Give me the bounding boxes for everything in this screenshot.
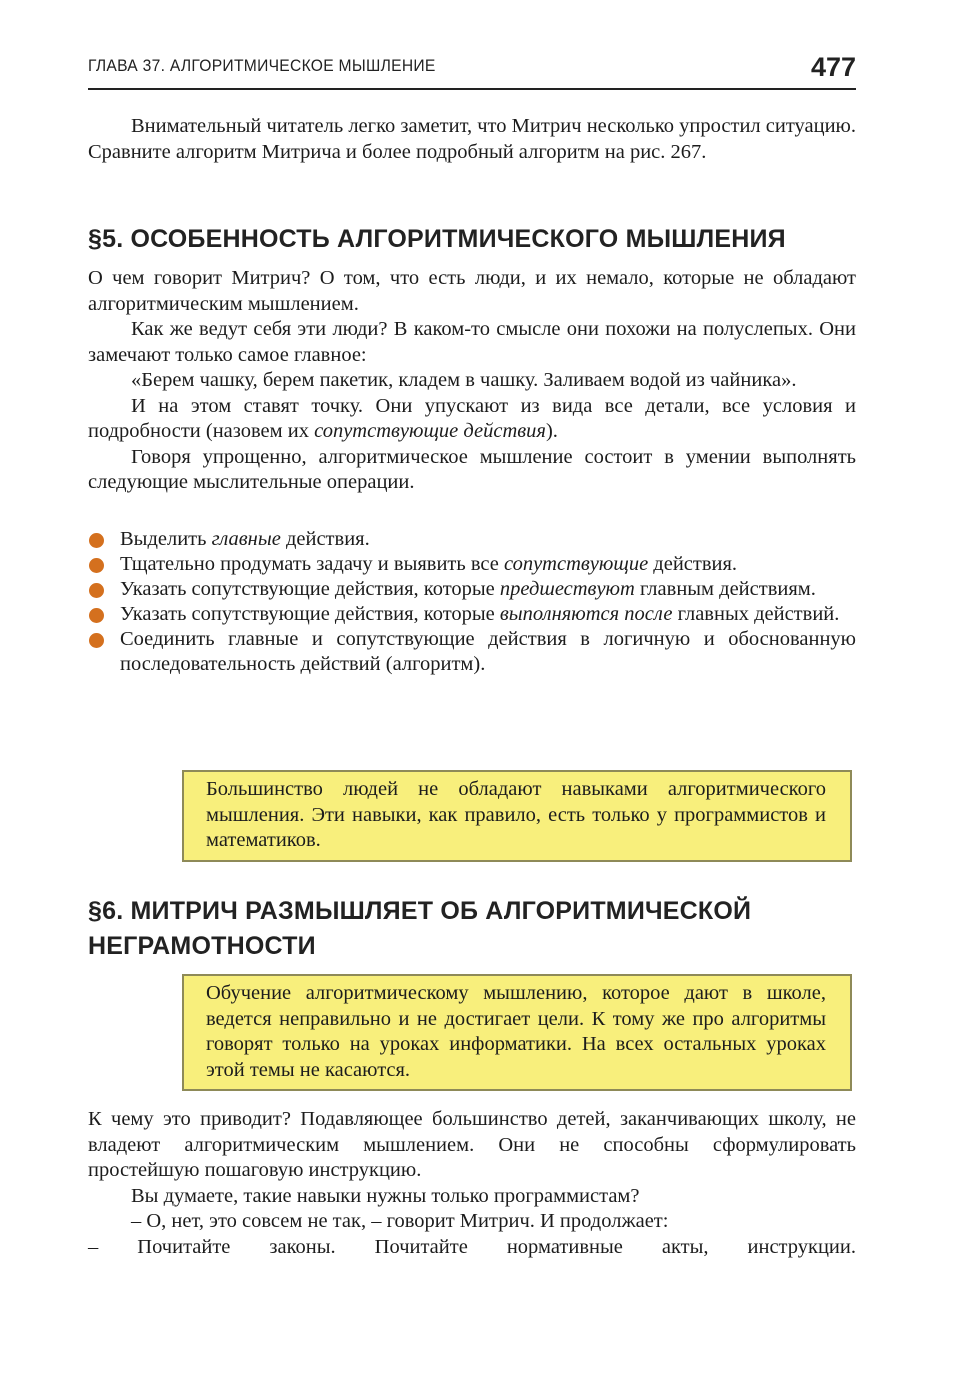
s5-paragraph-1: О чем говорит Митрич? О том, что есть люди, и их немало, которые не обладают алгоритмическим мышлением. (88, 267, 856, 315)
text-span: Указать сопутствующие действия, которые (120, 603, 500, 625)
bullet-dot-icon (89, 558, 104, 573)
text-span: главным действиям. (634, 578, 816, 600)
list-item (88, 577, 856, 602)
text-span: Соединить главные и сопутствующие действия в логичную и обоснованную последовательность действий (алгоритм). (120, 628, 856, 675)
s6-dialogue-2: – Почитайте законы. Почитайте нормативные акты, инструкции. (88, 1235, 856, 1258)
s5-paragraph-5: Говоря упрощенно, алгоритмическое мышление состоит в умении выполнять следующие мыслительные операции. (88, 445, 856, 493)
bullet-dot-icon (89, 583, 104, 598)
bullet-dot-icon (89, 533, 104, 548)
bullet-dot-icon (89, 608, 104, 623)
emphasis: предшествуют (499, 578, 635, 600)
section-6-body (88, 1107, 856, 1260)
s5-paragraph-4 (88, 394, 856, 445)
note-1-text: Большинство людей не обладают навыками алгоритмического мышления. Эти навыки, как правило, есть только у программистов и математиков. (206, 778, 826, 851)
text-span: Выделить (120, 528, 212, 550)
section-6-heading (88, 894, 856, 964)
highlight-note-1 (182, 770, 852, 862)
intro-text: Внимательный читатель легко заметит, что Митрич несколько упростил ситуацию. Сравните алгоритм Митрича и более подробный алгоритм на рис. 267. (88, 115, 856, 163)
highlight-note-2 (182, 974, 852, 1091)
note-2-text: Обучение алгоритмическому мышлению, которое дают в школе, ведется неправильно и не достигает цели. К тому же про алгоритмы говорят только на уроках информатики. На всех остальных уроках этой темы не касаются. (206, 982, 826, 1081)
s6-paragraph-2: Вы думаете, такие навыки нужны только программистам? (131, 1184, 640, 1207)
heading-line-2: НЕГРАМОТНОСТИ (88, 932, 316, 960)
emphasis: главные (211, 528, 281, 550)
section-5-heading: §5. ОСОБЕННОСТЬ АЛГОРИТМИЧЕСКОГО МЫШЛЕНИЯ (88, 225, 786, 253)
text-span: действия. (280, 528, 370, 550)
operations-list-wrap (88, 527, 856, 677)
s6-dialogue-1: – О, нет, это совсем не так, – говорит Митрич. И продолжает: (131, 1210, 669, 1232)
s5-quote: «Берем чашку, берем пакетик, кладем в чашку. Заливаем водой из чайника». (131, 369, 797, 391)
emphasis: сопутствующие (504, 553, 649, 575)
s5-paragraph-2: Как же ведут себя эти люди? В каком-то смысле они похожи на полуслепых. Они замечают только самое главное: (88, 318, 856, 366)
list-item (88, 627, 856, 677)
emphasis: выполняются после (499, 603, 673, 625)
list-item (88, 602, 856, 627)
heading-line-1: §6. МИТРИЧ РАЗМЫШЛЯЕТ ОБ АЛГОРИТМИЧЕСКОЙ (88, 897, 752, 925)
list-item (88, 552, 856, 577)
page-number: 477 (810, 52, 856, 82)
chapter-title: ГЛАВА 37. АЛГОРИТМИЧЕСКОЕ МЫШЛЕНИЕ (88, 56, 436, 75)
section-5-body (88, 266, 856, 496)
text-span: Тщательно продумать задачу и выявить все (120, 553, 504, 575)
page-header (88, 52, 856, 90)
text-span: ). (545, 420, 558, 442)
text-span: главных действий. (672, 603, 840, 625)
emphasis: сопутствующие действия (314, 420, 546, 442)
bullet-dot-icon (89, 633, 104, 648)
s6-paragraph-1: К чему это приводит? Подавляющее большинство детей, заканчивающих школу, не владеют алгоритмическим мышлением. Они не способны сформулировать простейшую пошаговую инструкцию. (88, 1108, 856, 1181)
intro-paragraph (88, 114, 856, 165)
text-span: действия. (648, 553, 738, 575)
operations-list (88, 527, 856, 677)
text-span: Указать сопутствующие действия, которые (120, 578, 500, 600)
list-item (88, 527, 856, 552)
text-span: И на этом ставят точку. Они упускают из вида все детали, все условия и подробности (назовем их (88, 394, 856, 442)
